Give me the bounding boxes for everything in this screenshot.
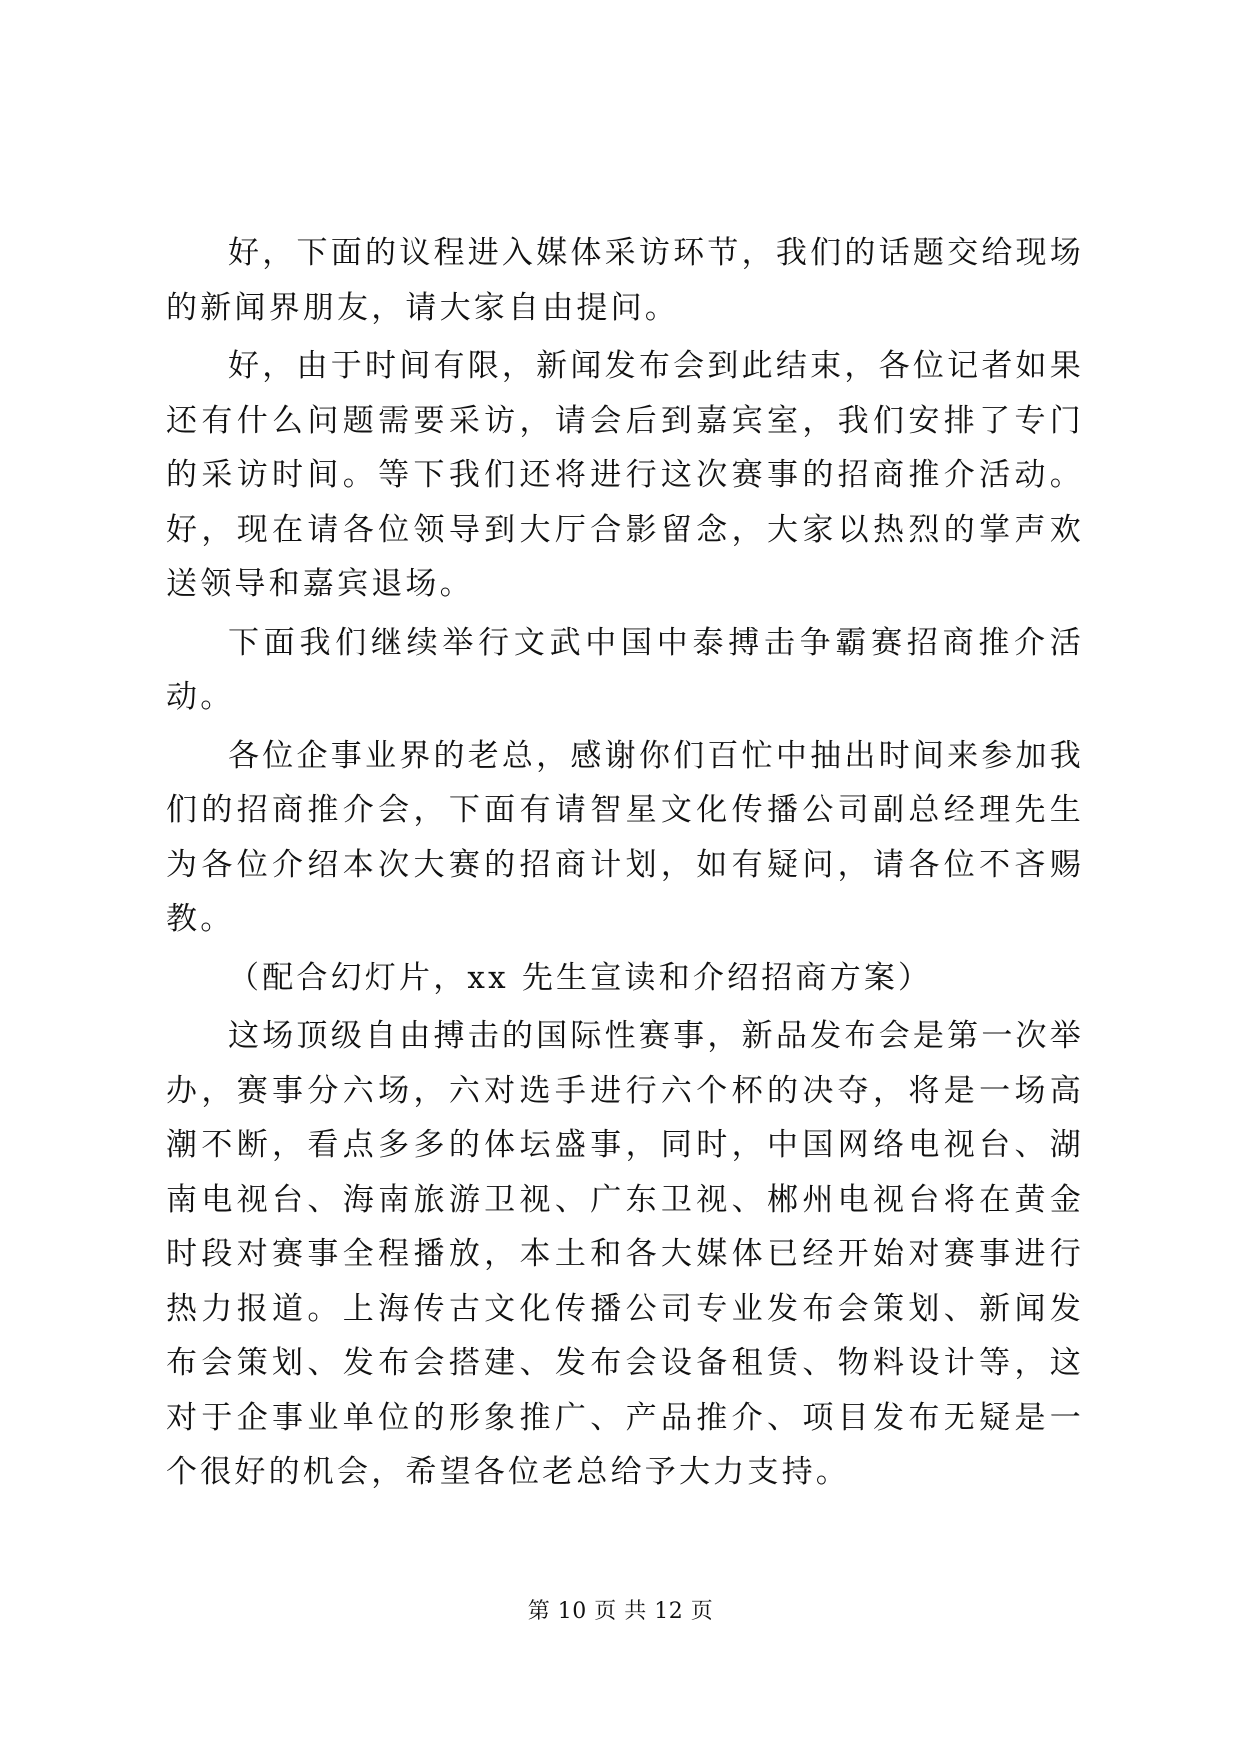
paragraph-welcome-executives: 各位企事业界的老总，感谢你们百忙中抽出时间来参加我们的招商推介会，下面有请智星文化传播公司副总经理先生为各位介绍本次大赛的招商计划，如有疑问，请各位不吝赐教。: [166, 737, 1084, 937]
paragraph-slideshow-note: （配合幻灯片，xx 先生宣读和介绍招商方案）: [228, 959, 933, 996]
paragraph-media-interview: 好，下面的议程进入媒体采访环节，我们的话题交给现场的新闻界朋友，请大家自由提问。: [166, 235, 1084, 326]
document-body: [166, 226, 1084, 1504]
page-number-footer: 第 10 页 共 12 页: [527, 1599, 714, 1624]
paragraph-conference-closing: 好，由于时间有限，新闻发布会到此结束，各位记者如果还有什么问题需要采访，请会后到嘉宾室，我们安排了专门的采访时间。等下我们还将进行这次赛事的招商推介活动。好，现在请各位领导到大厅合影留念，大家以热烈的掌声欢送领导和嘉宾退场。: [166, 348, 1084, 602]
paragraph-event-description: 这场顶级自由搏击的国际性赛事，新品发布会是第一次举办，赛事分六场，六对选手进行六个杯的决夺，将是一场高潮不断，看点多多的体坛盛事，同时，中国网络电视台、湖南电视台、海南旅游卫视、广东卫视、郴州电视台将在黄金时段对赛事全程播放，本土和各大媒体已经开始对赛事进行热力报道。上海传古文化传播公司专业发布会策划、新闻发布会策划、发布会搭建、发布会设备租赁、物料设计等，这对于企事业单位的形象推广、产品推介、项目发布无疑是一个很好的机会，希望各位老总给予大力支持。: [166, 1018, 1084, 1490]
paragraph-promotion-start: 下面我们继续举行文武中国中泰搏击争霸赛招商推介活动。: [166, 624, 1084, 715]
